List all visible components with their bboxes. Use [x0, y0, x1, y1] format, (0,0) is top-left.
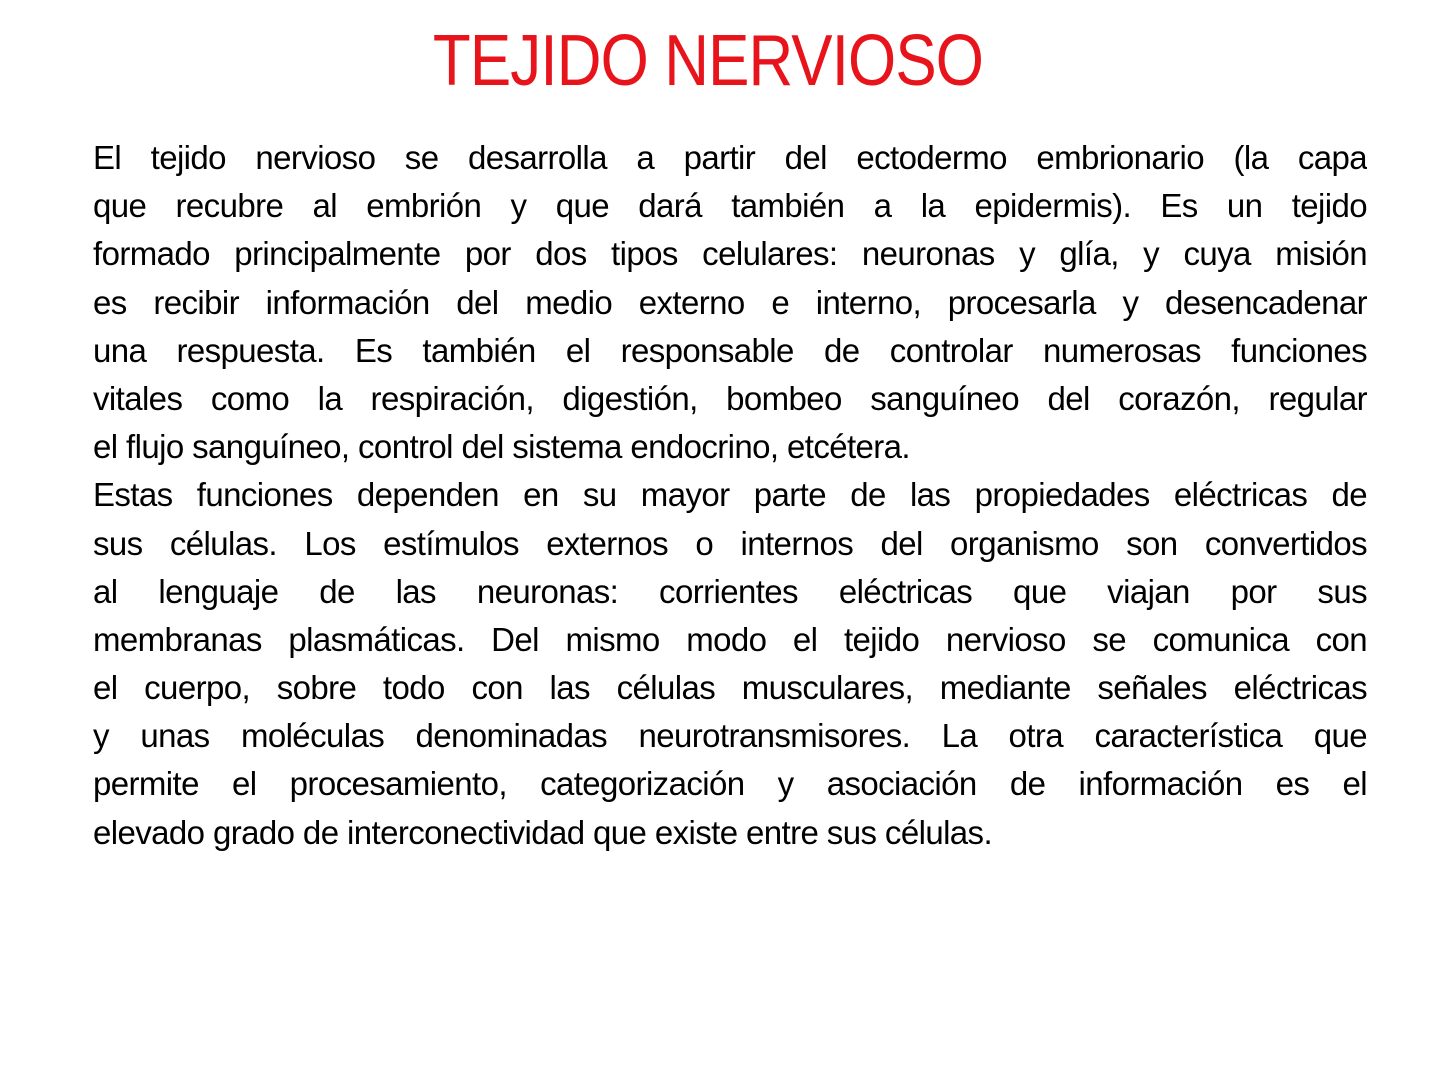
text-line: es recibir información del medio externo e interno, procesarla y desencadenar — [93, 283, 1367, 321]
text-line: permite el procesamiento, categorización y asociación de información es el — [93, 765, 1367, 803]
text-line: El tejido nervioso se desarrolla a partir del ectodermo embrionario (la capa — [93, 139, 1367, 176]
text-line: y unas moléculas denominadas neurotransmisores. La otra característica que — [93, 717, 1367, 755]
text-line: Estas funciones dependen en su mayor parte de las propiedades eléctricas de — [93, 476, 1367, 514]
text-line: que recubre al embrión y que dará también a la epidermis). Es un tejido — [93, 187, 1367, 225]
text-line: elevado grado de interconectividad que existe entre sus células. — [93, 813, 993, 851]
slide-body — [93, 134, 1367, 857]
text-line: formado principalmente por dos tipos celulares: neuronas y glía, y cuya misión — [93, 235, 1367, 273]
text-line: una respuesta. Es también el responsable de controlar numerosas funciones — [93, 331, 1367, 369]
text-line: vitales como la respiración, digestión, bombeo sanguíneo del corazón, regular — [93, 379, 1367, 417]
text-line: al lenguaje de las neuronas: corrientes eléctricas que viajan por sus — [93, 572, 1367, 610]
paragraph-2 — [93, 471, 1367, 857]
text-line: membranas plasmáticas. Del mismo modo el tejido nervioso se comunica con — [93, 620, 1367, 658]
paragraph-1 — [93, 134, 1367, 471]
text-line: el flujo sanguíneo, control del sistema endocrino, etcétera. — [93, 428, 911, 466]
text-line: el cuerpo, sobre todo con las células musculares, mediante señales eléctricas — [93, 669, 1367, 707]
text-line: sus células. Los estímulos externos o internos del organismo son convertidos — [93, 524, 1367, 562]
slide-title: TEJIDO NERVIOSO — [432, 21, 984, 101]
